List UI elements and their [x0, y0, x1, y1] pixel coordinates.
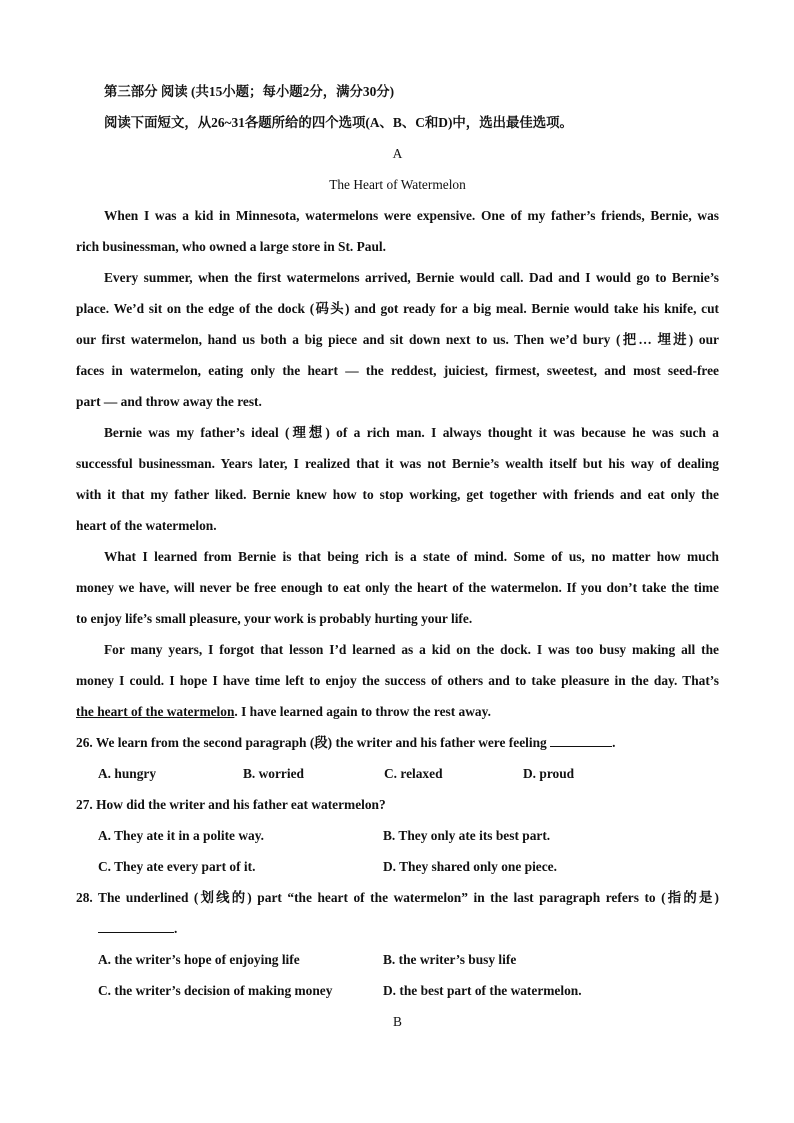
paragraph-4-line-3: to enjoy life’s small pleasure, your work is probably hurting your life.	[76, 611, 473, 626]
paragraph-2-line-2: place. We’d sit on the edge of the dock (码头) and got ready for a big meal. Bernie would take his knife, cut	[76, 301, 719, 316]
paragraph-1-line-1: When I was a kid in Minnesota, watermelons were expensive. One of my father’s friends, Bernie, was	[104, 208, 719, 223]
section-header: 第三部分 阅读 (共15小题；每小题2分，满分30分)	[104, 84, 395, 99]
passage-letter: A	[392, 146, 403, 161]
section-instruction: 阅读下面短文，从26~31各题所给的四个选项(A、B、C和D)中，选出最佳选项。	[104, 115, 573, 130]
paragraph-3-line-4: heart of the watermelon.	[76, 518, 217, 533]
question-28-options-row-2	[76, 975, 719, 1006]
option-d: D. the best part of the watermelon.	[383, 983, 582, 998]
paragraph-4-line-2: money we have, will never be free enough to eat only the heart of the watermelon. If you don’t take the time	[76, 580, 719, 595]
option-a: A. the writer’s hope of enjoying life	[98, 952, 300, 967]
paragraph-2-line-1: Every summer, when the first watermelons arrived, Bernie would call. Dad and I would go to Bernie’s	[104, 270, 719, 285]
paragraph-5-line-2: money I could. I hope I have time left to enjoy the success of others and to take pleasure in the day. That’s	[76, 673, 719, 688]
question-28-blank-line	[76, 913, 719, 944]
paragraph-2-line-3: our first watermelon, hand us both a big piece and sit down next to us. Then we’d bury (把… 埋进) our	[76, 332, 719, 347]
question-26-text: 26. We learn from the second paragraph (段) the writer and his father were feeling	[76, 735, 547, 750]
paragraph-4-line-1: What I learned from Bernie is that being rich is a state of mind. Some of us, no matter how much	[104, 549, 719, 564]
paragraph-2-line-4: faces in watermelon, eating only the heart — the reddest, juiciest, firmest, sweetest, and most seed-free	[76, 363, 719, 378]
option-a: A. hungry	[98, 766, 157, 781]
question-28-end: .	[174, 921, 178, 936]
option-b: B. They only ate its best part.	[383, 828, 551, 843]
question-27-options-row-2	[76, 851, 719, 882]
option-b: B. worried	[243, 766, 304, 781]
next-passage-letter: B	[393, 1014, 402, 1029]
passage-title: The Heart of Watermelon	[329, 177, 466, 192]
paragraph-1-line-2: rich businessman, who owned a large store in St. Paul.	[76, 239, 386, 254]
question-28-options-row-1	[76, 944, 719, 975]
paragraph-3-line-2: successful businessman. Years later, I realized that it was not Bernie’s wealth itself but his way of dealing	[76, 456, 719, 471]
question-26-options	[76, 758, 719, 789]
question-28-stem: 28. The underlined (划线的) part “the heart of the watermelon” in the last paragraph refers to (指的是)	[76, 890, 719, 905]
option-d: D. They shared only one piece.	[383, 859, 557, 874]
underlined-phrase: the heart of the watermelon	[76, 704, 235, 719]
question-27-options-row-1	[76, 820, 719, 851]
answer-blank	[550, 734, 612, 747]
option-c: C. the writer’s decision of making money	[98, 983, 333, 998]
answer-blank	[98, 920, 174, 933]
paragraph-5-line-3-rest: . I have learned again to throw the rest away.	[234, 704, 491, 719]
paragraph-3-line-3: with it that my father liked. Bernie knew how to stop working, get together with friends and eat only the	[76, 487, 719, 502]
option-a: A. They ate it in a polite way.	[98, 828, 265, 843]
question-26-stem	[76, 727, 719, 758]
paragraph-2-line-5: part — and throw away the rest.	[76, 394, 262, 409]
question-27-stem: 27. How did the writer and his father eat watermelon?	[76, 797, 386, 812]
paragraph-3-line-1: Bernie was my father’s ideal (理想) of a rich man. I always thought it was because he was such a	[104, 425, 719, 440]
option-c: C. relaxed	[384, 766, 443, 781]
exam-page	[76, 76, 719, 1037]
option-d: D. proud	[523, 766, 575, 781]
option-c: C. They ate every part of it.	[98, 859, 256, 874]
question-26-end: .	[612, 735, 616, 750]
paragraph-5-line-3	[76, 696, 719, 727]
option-b: B. the writer’s busy life	[383, 952, 517, 967]
paragraph-5-line-1: For many years, I forgot that lesson I’d learned as a kid on the dock. I was too busy making all the	[104, 642, 719, 657]
